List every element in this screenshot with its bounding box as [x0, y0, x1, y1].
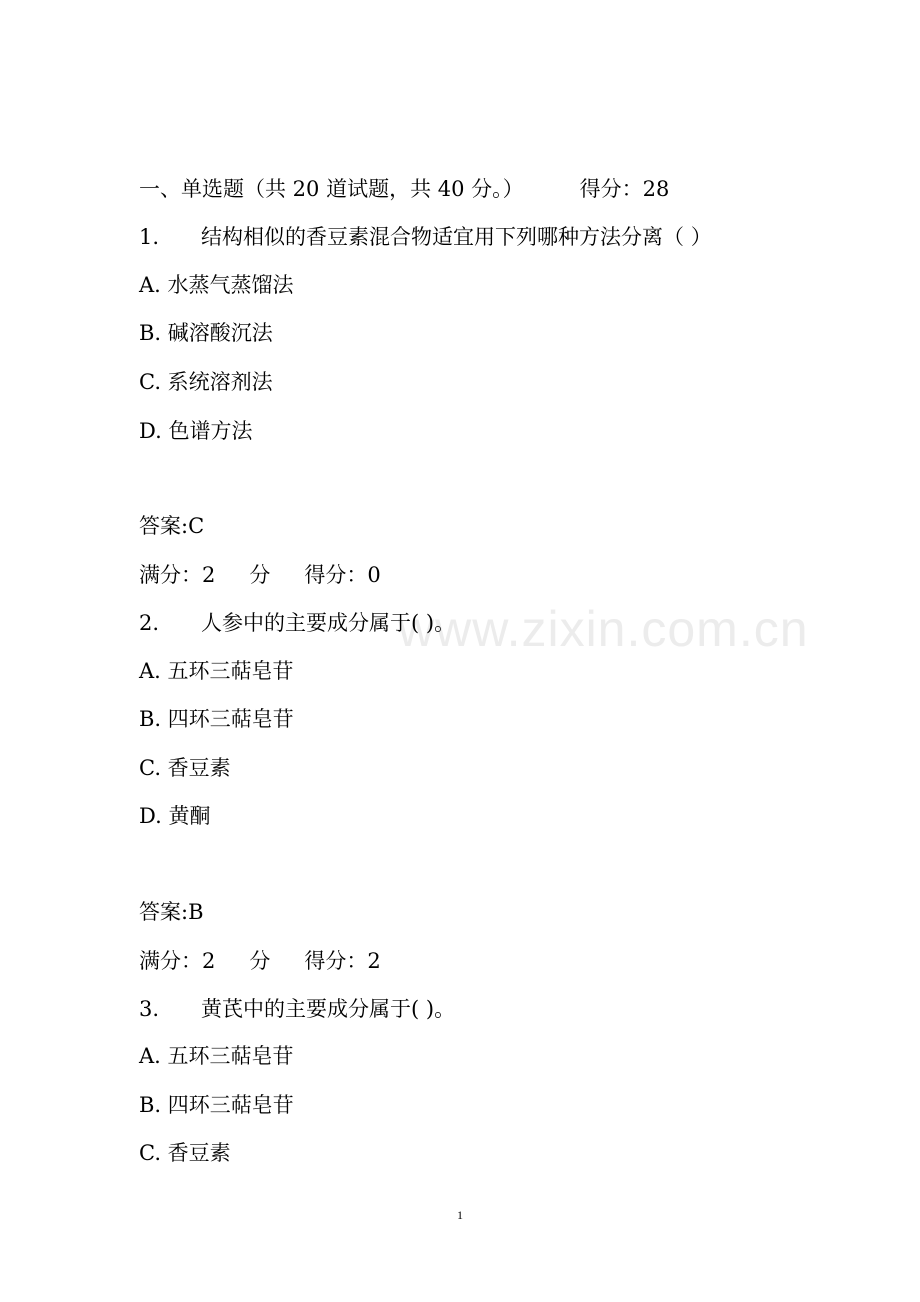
- question-2-answer: 答案:B: [139, 900, 204, 924]
- watermark: www.zixin.com.cn: [398, 601, 809, 657]
- question-2-option-d: D. 黄酮: [139, 804, 211, 828]
- full-score: 满分：2: [139, 563, 216, 587]
- question-3-option-c: C. 香豆素: [139, 1141, 231, 1165]
- earned-score: 得分：0: [304, 563, 381, 587]
- question-number: 2.: [139, 611, 160, 635]
- question-3: [139, 994, 455, 1024]
- score-unit: 分: [249, 949, 271, 973]
- question-1-option-a: A. 水蒸气蒸馏法: [139, 273, 294, 297]
- question-1-option-c: C. 系统溶剂法: [139, 370, 273, 394]
- question-1-option-b: B. 碱溶酸沉法: [139, 321, 273, 345]
- question-1-answer: 答案:C: [139, 514, 205, 538]
- question-2-option-a: A. 五环三萜皂苷: [139, 659, 294, 683]
- question-text: 人参中的主要成分属于( )。: [201, 611, 456, 635]
- section-header: [139, 174, 669, 204]
- earned-score: 得分：2: [304, 949, 381, 973]
- question-number: 1.: [139, 225, 160, 249]
- question-2-score-line: [139, 946, 381, 976]
- full-score: 满分：2: [139, 949, 216, 973]
- score-unit: 分: [249, 563, 271, 587]
- question-2-option-c: C. 香豆素: [139, 756, 231, 780]
- question-2: [139, 608, 455, 638]
- question-2-option-b: B. 四环三萜皂苷: [139, 707, 294, 731]
- question-3-option-b: B. 四环三萜皂苷: [139, 1093, 294, 1117]
- question-text: 黄芪中的主要成分属于( )。: [201, 997, 456, 1021]
- question-3-option-a: A. 五环三萜皂苷: [139, 1044, 294, 1068]
- section-score: 得分：28: [579, 177, 670, 201]
- section-title: 一、单选题（共 20 道试题，共 40 分。）: [139, 177, 524, 201]
- question-number: 3.: [139, 997, 160, 1021]
- page-number: 1: [457, 1208, 463, 1222]
- question-1-option-d: D. 色谱方法: [139, 419, 253, 443]
- question-1-score-line: [139, 560, 381, 590]
- question-text: 结构相似的香豆素混合物适宜用下列哪种方法分离（ ）: [201, 225, 712, 249]
- question-1: [139, 222, 712, 252]
